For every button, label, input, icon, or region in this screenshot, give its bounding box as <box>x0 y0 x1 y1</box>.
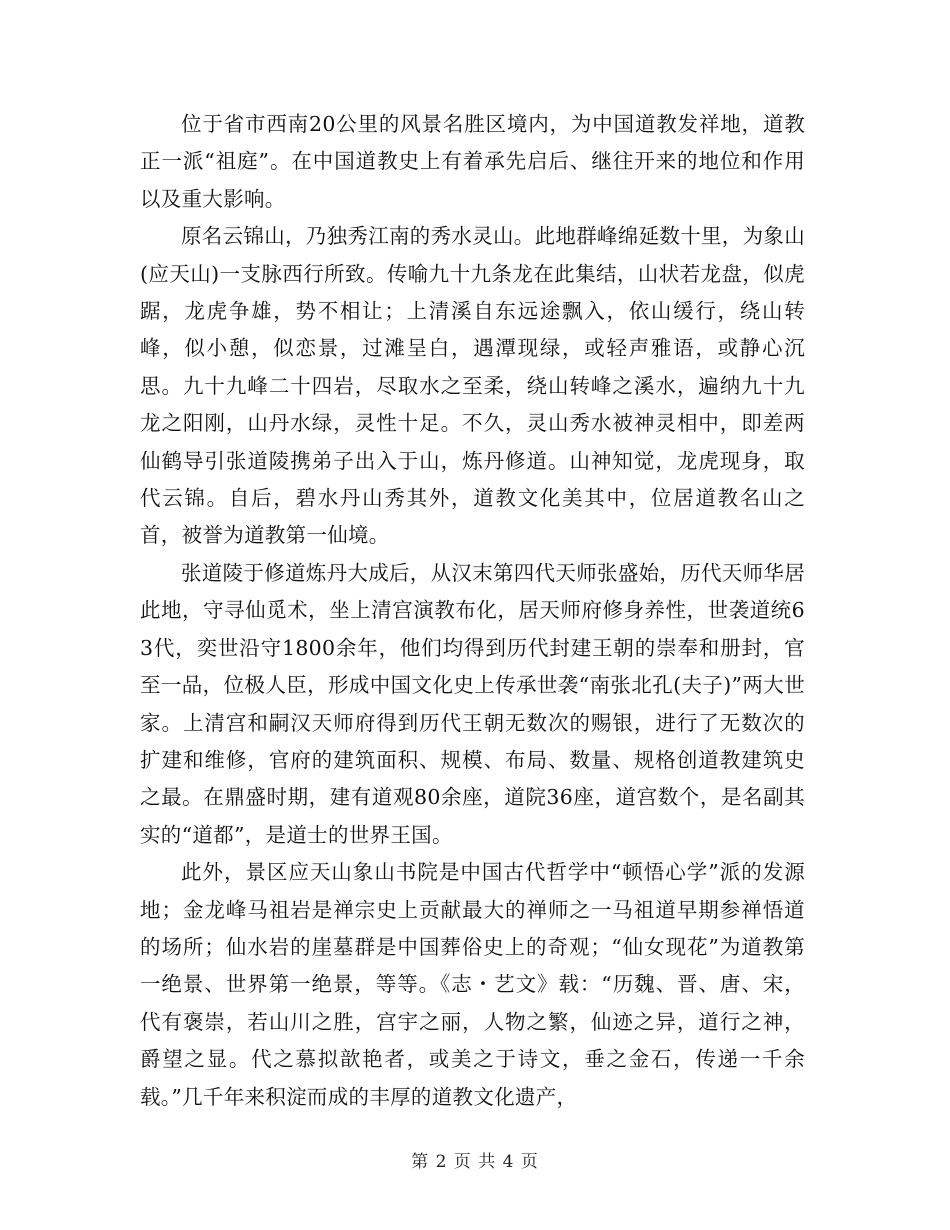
paragraph-2: 原名云锦山，乃独秀江南的秀水灵山。此地群峰绵延数十里，为象山(应天山)一支脉西行所致。传喻九十九条龙在此集结，山状若龙盘，似虎踞，龙虎争雄，势不相让；上清溪自东远途飘入，依山缓行，绕山转峰，似小憩，似恋景，过滩呈白，遇潭现绿，或轻声雅语，或静心沉思。九十九峰二十四岩，尽取水之至柔，绕山转峰之溪水，遍纳九十九龙之阳刚，山丹水绿，灵性十足。不久，灵山秀水被神灵相中，即差两仙鹤导引张道陵携弟子出入于山，炼丹修道。山神知觉，龙虎现身，取代云锦。自后，碧水丹山秀其外，道教文化美其中，位居道教名山之首，被誉为道教第一仙境。 <box>140 224 805 548</box>
document-body <box>140 106 805 1116</box>
paragraph-3: 张道陵于修道炼丹大成后，从汉末第四代天师张盛始，历代天师华居此地，守寻仙觅术，坐上清宫演教布化，居天师府修身养性，世袭道统63代，奕世沿守1800余年，他们均得到历代封建王朝的崇奉和册封，官至一品，位极人臣，形成中国文化史上传承世袭“南张北孔(夫子)”两大世家。上清宫和嗣汉天师府得到历代王朝无数次的赐银，进行了无数次的扩建和维修，官府的建筑面积、规模、布局、数量、规格创道教建筑史之最。在鼎盛时期，建有道观80余座，道院36座，道宫数个，是名副其实的“道都”，是道士的世界王国。 <box>140 560 805 847</box>
page-number-footer: 第 2 页 共 4 页 <box>411 1152 539 1172</box>
paragraph-1: 位于省市西南20公里的风景名胜区境内，为中国道教发祥地，道教正一派“祖庭”。在中国道教史上有着承先启后、继往开来的地位和作用以及重大影响。 <box>140 112 805 211</box>
paragraph-4: 此外，景区应天山象山书院是中国古代哲学中“顿悟心学”派的发源地；金龙峰马祖岩是禅宗史上贡献最大的禅师之一马祖道早期参禅悟道的场所；仙水岩的崖墓群是中国葬俗史上的奇观；“仙女现花”为道教第一绝景、世界第一绝景，等等。《志・艺文》载：“历魏、晋、唐、宋，代有褒崇，若山川之胜，宫宇之丽，人物之繁，仙迹之异，道行之神，爵望之显。代之慕拟歆艳者，或美之于诗文，垂之金石，传递一千余载。”几千年来积淀而成的丰厚的道教文化遗产， <box>140 860 805 1109</box>
